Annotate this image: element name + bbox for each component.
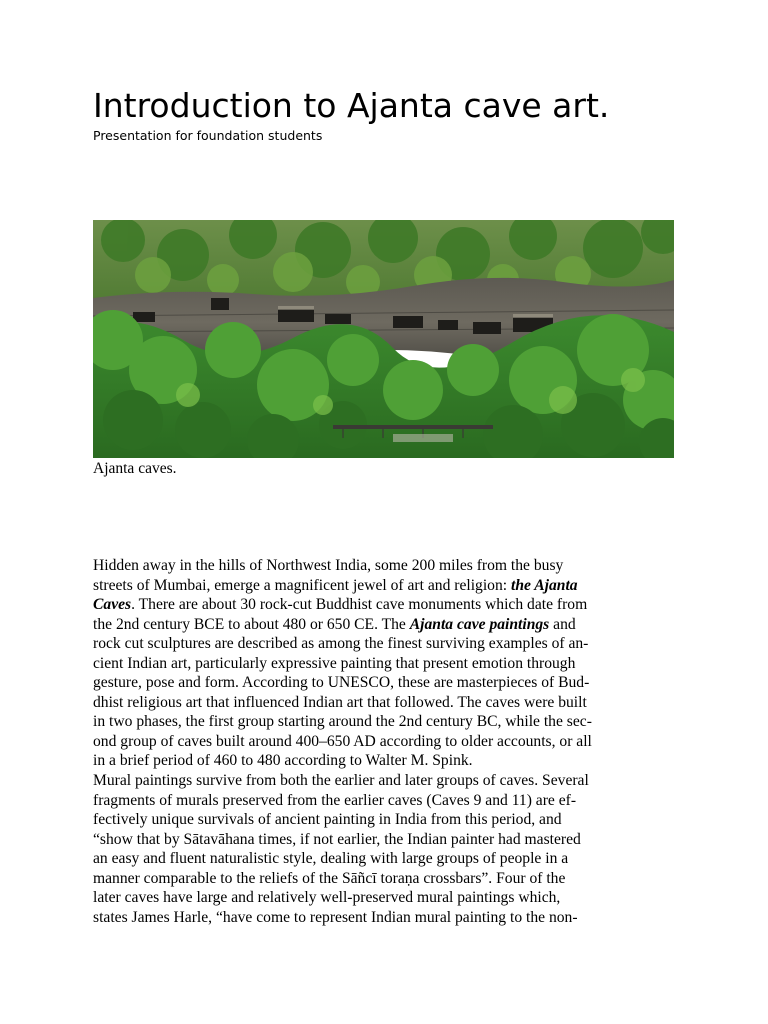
body-text-segment: and (549, 615, 576, 633)
body-line (93, 595, 678, 615)
body-text-segment: Hidden away in the hills of Northwest India, some 200 miles from the busy (93, 557, 564, 574)
body-text-segment: ond group of caves built around 400–650 AD according to older accounts, or all (93, 732, 592, 750)
body-line (93, 732, 678, 752)
body-text-segment: cient Indian art, particularly expressive painting that present emotion through (93, 654, 576, 672)
body-line (93, 751, 678, 771)
body-text-segment: dhist religious art that influenced Indian art that followed. The caves were built (93, 693, 587, 711)
body-text-segment: an easy and fluent naturalistic style, dealing with large groups of people in a (93, 850, 569, 868)
body-text-segment: rock cut sculptures are described as among the finest surviving examples of an- (93, 635, 589, 653)
body-line (93, 869, 678, 889)
body-text-segment: . There are about 30 rock-cut Buddhist cave monuments which date from (131, 596, 588, 614)
body-line (93, 634, 678, 654)
body-line (93, 908, 678, 928)
body-line (93, 810, 678, 830)
body-text-segment: fragments of murals preserved from the earlier caves (Caves 9 and 11) are ef- (93, 791, 577, 809)
emphasis-text: Ajanta cave paintings (409, 615, 550, 633)
body-text-segment: in two phases, the first group starting around the 2nd century BC, while the sec- (93, 713, 592, 731)
body-text-segment: Mural paintings survive from both the earlier and later groups of caves. Several (93, 772, 589, 790)
body-line (93, 849, 678, 869)
body-text-segment: later caves have large and relatively well-preserved mural paintings which, (93, 889, 561, 907)
ajanta-caves-photo (93, 220, 674, 458)
body-line (93, 791, 678, 811)
body-text-segment: states James Harle, “have come to represent Indian mural painting to the non- (93, 908, 578, 926)
body-line (93, 888, 678, 908)
body-line (93, 771, 678, 791)
emphasis-text: Caves (93, 596, 132, 614)
body-text-segment: streets of Mumbai, emerge a magnificent jewel of art and religion: (93, 576, 512, 594)
body-text-segment: the 2nd century BCE to about 480 or 650 CE. The (93, 615, 410, 633)
body-text-segment: in a brief period of 460 to 480 according to Walter M. Spink. (93, 752, 473, 770)
body-text-segment: gesture, pose and form. According to UNESCO, these are masterpieces of Bud- (93, 674, 590, 692)
body-line (93, 693, 678, 713)
body-text-segment: manner comparable to the reliefs of the Sāñcī toraṇa crossbars”. Four of the (93, 869, 566, 887)
body-line (93, 556, 678, 576)
body-line (93, 712, 678, 732)
body-line (93, 615, 678, 635)
body-text-segment: fectively unique survivals of ancient painting in India from this period, and (93, 811, 562, 829)
body-text-segment: “show that by Sātavāhana times, if not earlier, the Indian painter had mastered (93, 830, 581, 848)
body-line (93, 576, 678, 596)
body-line (93, 654, 678, 674)
photo-caption: Ajanta caves. (93, 460, 177, 477)
body-line (93, 830, 678, 850)
page-title: Introduction to Ajanta cave art. (93, 86, 610, 125)
body-line (93, 673, 678, 693)
page-subtitle: Presentation for foundation students (93, 128, 323, 143)
body-text (93, 556, 678, 927)
emphasis-text: the Ajanta (511, 576, 578, 594)
